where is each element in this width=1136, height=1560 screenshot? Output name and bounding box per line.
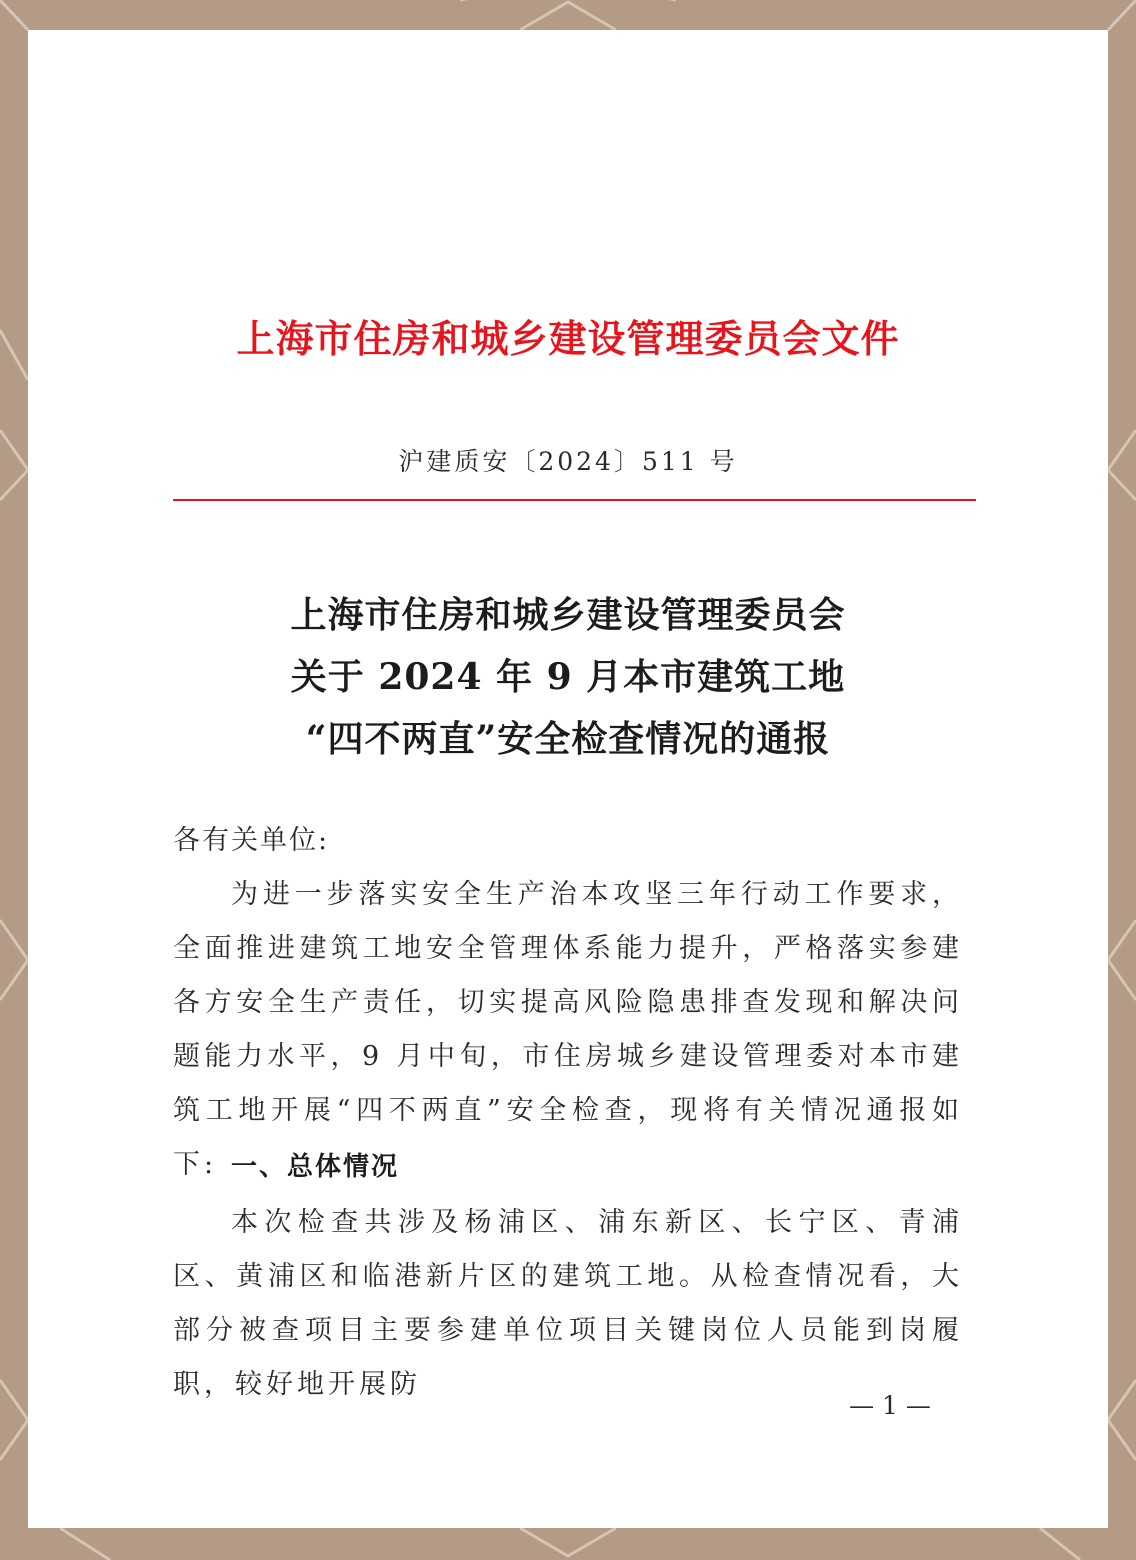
section-heading-overview: 一、总体情况 [231,1152,400,1182]
paragraph-intro: 为进一步落实安全生产治本攻坚三年行动工作要求，全面推进建筑工地安全管理体系能力提升，严格落实参建各方安全生产责任，切实提高风险隐患排查发现和解决问题能力水平，9 月中旬，市住房城乡建设管理委对本市建筑工地开展“四不两直”安全检查，现将有关情况通报如下: [173,879,963,1180]
red-separator-line [173,499,976,501]
title-line-2: 关于 2024 年 9 月本市建筑工地 [290,656,846,698]
paragraph-overview: 本次检查共涉及杨浦区、浦东新区、长宁区、青浦区、黄浦区和临港新片区的建筑工地。从检查情况看，大部分被查项目主要参建单位项目关键岗位人员能到岗履职，较好地开展防 [173,1207,963,1400]
salutation: 各有关单位: [173,825,330,856]
document-title [0,584,1136,770]
page-number: — 1 — [849,1391,931,1420]
title-line-1: 上海市住房和城乡建设管理委员会 [290,594,846,636]
title-line-3: “四不两直”安全检查情况的通报 [305,718,831,760]
issuer-header: 上海市住房和城乡建设管理委员会文件 [236,317,900,361]
document-number: 沪建质安〔2024〕511 号 [398,447,738,476]
